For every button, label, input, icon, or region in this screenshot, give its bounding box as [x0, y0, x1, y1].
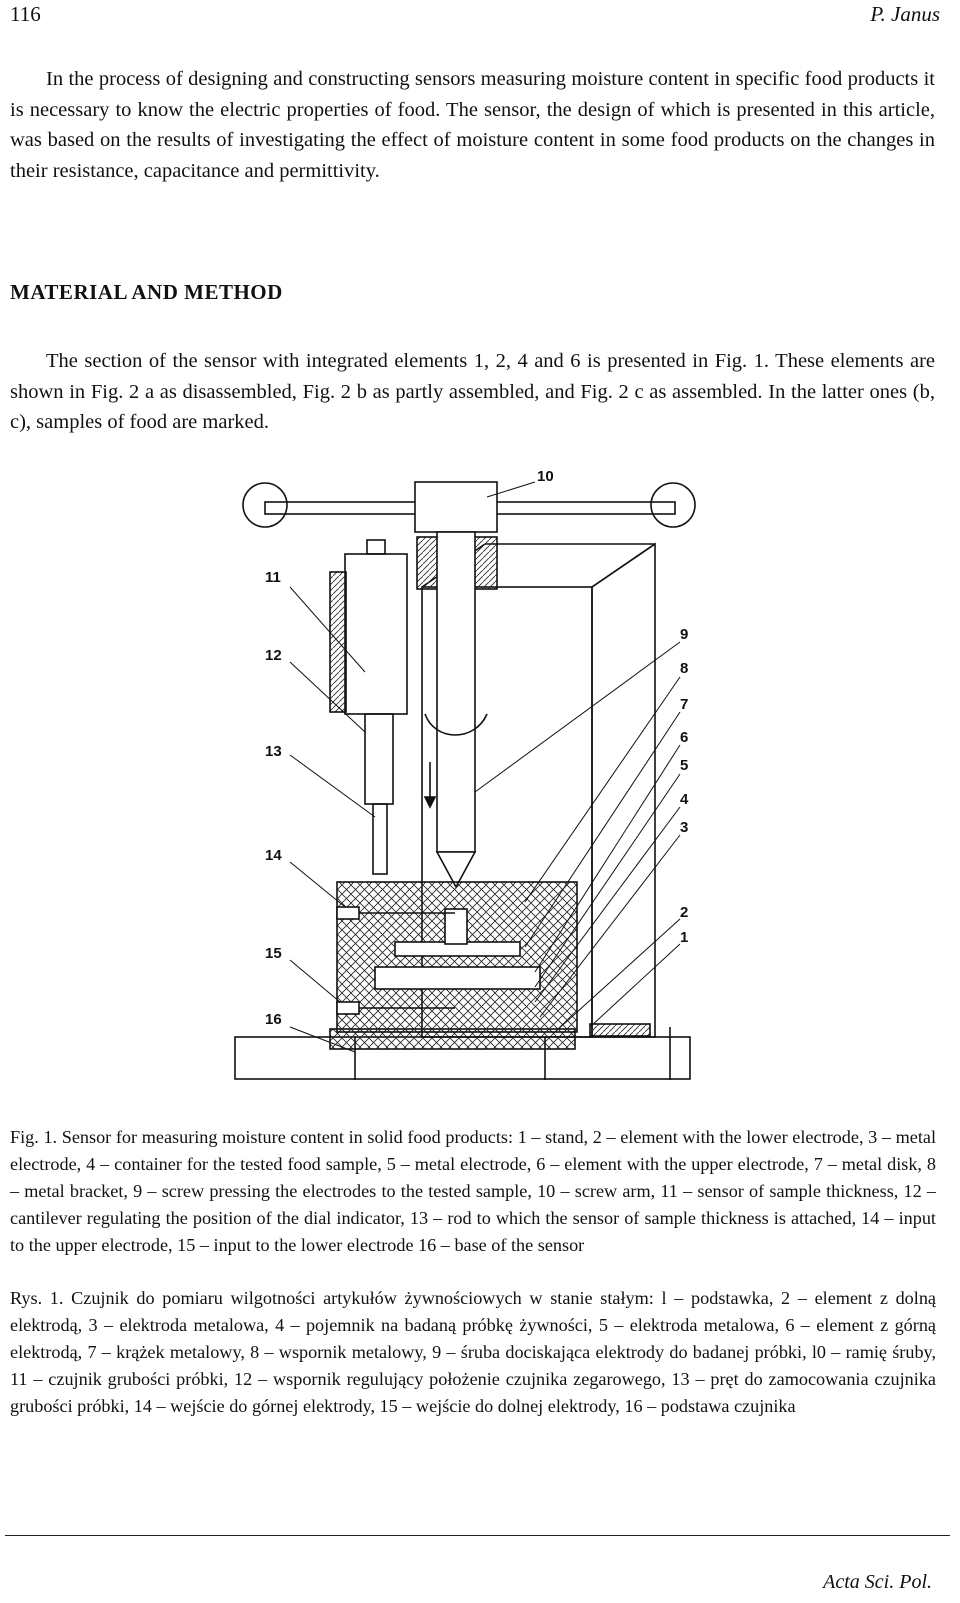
label-14: 14 — [265, 847, 282, 864]
dial-indicator — [345, 554, 407, 714]
label-1: 1 — [680, 929, 689, 946]
label-15: 15 — [265, 945, 282, 962]
section-heading: MATERIAL AND METHOD — [10, 280, 283, 304]
label-8: 8 — [680, 660, 689, 677]
figure-caption-english: Fig. 1. Sensor for measuring moisture content in solid food products: 1 – stand, 2 – element with the lower electrode, 3 – metal electrode, 4 – container for the tested food sample, 5 – metal electrode, 6 – element with the upper electrode, 7 – metal disk, 8 – metal bracket, 9 – screw pressing the electrodes to the tested sample, 10 – screw arm, 11 – sensor of sample thickness, 12 – cantilever regulating the position of the dial indicator, 13 – rod to which the sensor of sample thickness is attached, 14 – input to the upper electrode, 15 – input to the lower electrode 16 – base of the sensor — [10, 1127, 936, 1255]
label-2: 2 — [680, 904, 689, 921]
footer-divider — [5, 1535, 950, 1536]
sensor-diagram-figure — [225, 462, 715, 1100]
label-4: 4 — [680, 791, 689, 808]
figure-caption-polish: Rys. 1. Czujnik do pomiaru wilgotności artykułów żywnościowych w stanie stałym: l – podstawka, 2 – element z dolną elektrodą, 3 – elektroda metalowa, 4 – pojemnik na badaną próbkę żywności, 5 – elektroda metalowa, 6 – element z górną elektrodą, 7 – krążek metalowy, 8 – wspornik metalowy, 9 – śruba dociskająca elektrody do badanej próbki, l0 – ramię śruby, 11 – czujnik grubości próbki, 12 – wspornik regulujący położenie czujnika zegarowego, 13 – pręt do zamocowania czujnika grubości próbki, 14 – wejście do górnej elektrody, 15 – wejście do dolnej elektrody, 16 – podstawa czujnika — [10, 1288, 936, 1416]
label-16: 16 — [265, 1011, 282, 1028]
label-5: 5 — [680, 757, 689, 774]
label-13: 13 — [265, 743, 282, 760]
journal-name: Acta Sci. Pol. — [823, 1571, 932, 1593]
screw-shaft — [437, 532, 475, 852]
running-header — [10, 2, 940, 32]
arm-knob-right — [651, 483, 695, 527]
label-3: 3 — [680, 819, 689, 836]
label-11: 11 — [265, 569, 281, 586]
label-6: 6 — [680, 729, 689, 746]
intro-paragraph: In the process of designing and constructing sensors measuring moisture content in specific food products it is necessary to know the electric properties of food. The sensor, the design of which is presented in this article, was based on the results of investigating the effect of moisture content in some food products on the changes in their resistance, capacitance and permittivity. — [10, 68, 935, 182]
label-10: 10 — [537, 468, 554, 485]
electrode-assembly — [337, 882, 577, 1032]
indicator-rod — [365, 714, 393, 804]
sensor-diagram — [225, 462, 715, 1100]
label-12: 12 — [265, 647, 282, 664]
method-paragraph: The section of the sensor with integrated elements 1, 2, 4 and 6 is presented in Fig. 1. These elements are shown in Fig. 2 a as disassembled, Fig. 2 b as partly assembled, and Fig. 2 c as assembled. In the latter ones (b, c), samples of food are marked. — [10, 350, 935, 433]
screw-head — [415, 482, 497, 532]
page-number: 116 — [10, 2, 41, 26]
label-9: 9 — [680, 626, 689, 643]
label-7: 7 — [680, 696, 689, 713]
running-author: P. Janus — [870, 2, 940, 26]
